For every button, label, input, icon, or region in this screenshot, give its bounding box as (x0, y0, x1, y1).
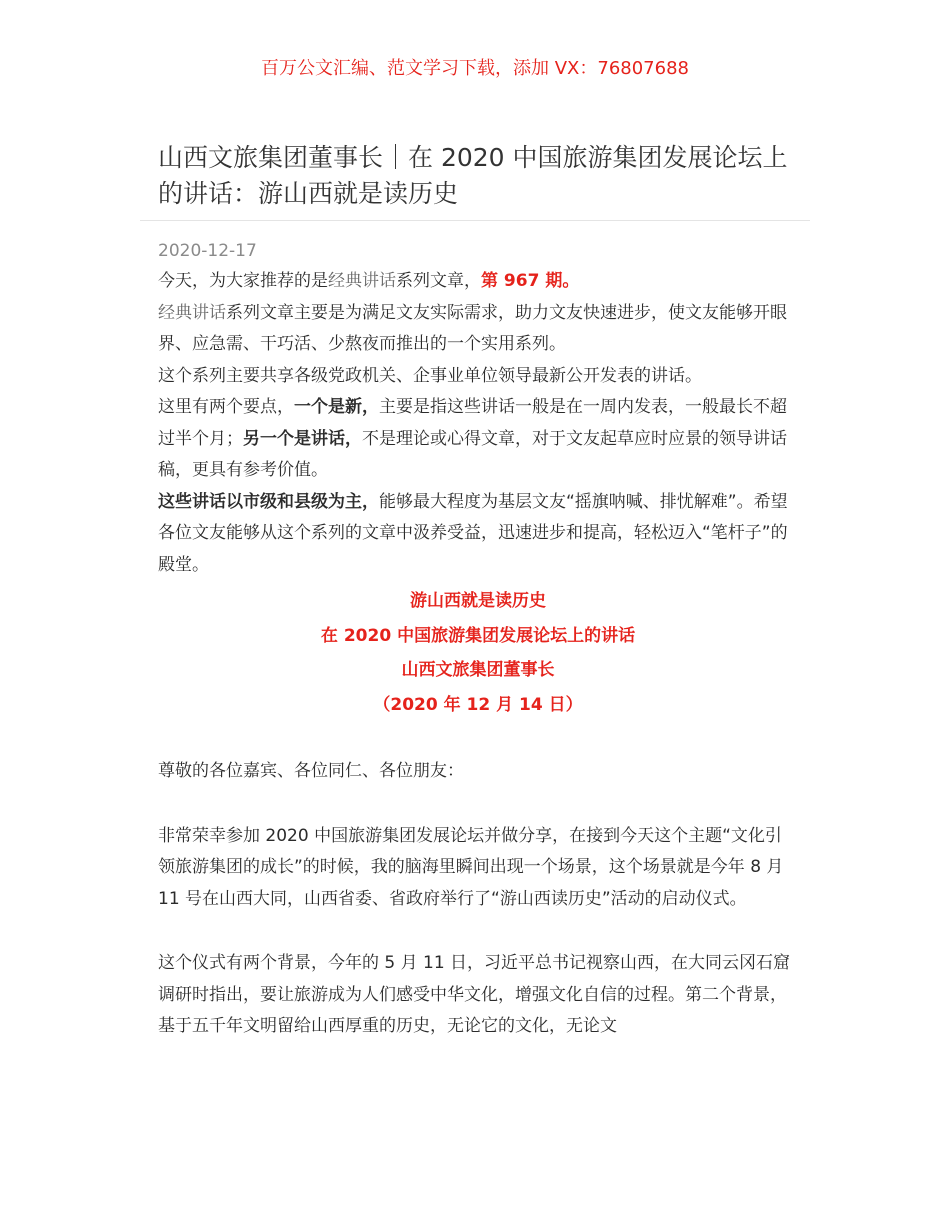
key-point-3: 这些讲话以市级和县级为主， (158, 491, 379, 512)
spacer (158, 788, 798, 821)
speech-greeting: 尊敬的各位嘉宾、各位同仁、各位朋友： (158, 761, 464, 781)
intro-paragraph-5 (158, 487, 798, 582)
series-name: 经典讲话 (158, 302, 226, 323)
intro-text: 主要是指这些讲话一般是在一周内发表，一般最长不超过半个月； (158, 397, 787, 449)
intro-text: 能够最大程度为基层文友“摇旗呐喊、排忧解难”。希望各位文友能够从这个系列的文章中汲养受益，迅速进步和提高，轻松迈入“笔杆子”的殿堂。 (158, 491, 788, 575)
key-point-2: 另一个是讲话， (243, 428, 362, 449)
intro-text: 系列文章主要是为满足文友实际需求，助力文友快速进步，使文友能够开眼界、应急需、干巧活、少熬夜而推出的一个实用系列。 (158, 302, 787, 354)
intro-text: 今天，为大家推荐的是 (158, 271, 328, 291)
intro-paragraph-1 (158, 266, 798, 298)
promo-banner: 百万公文汇编、范文学习下载，添加 VX：76807688 (261, 58, 689, 79)
spacer (158, 915, 798, 948)
issue-number: 第 967 期。 (481, 271, 580, 291)
article-content (158, 266, 798, 1043)
intro-text: 这里有两个要点， (158, 397, 294, 417)
speech-date: （2020 年 12 月 14 日） (373, 694, 583, 715)
speech-paragraph-2: 这个仪式有两个背景，今年的 5 月 11 日，习近平总书记视察山西，在大同云冈石窟调研时指出，要让旅游成为人们感受中华文化，增强文化自信的过程。第二个背景，基于五千年文明留给山西厚重的历史，无论它的文化，无论文 (158, 953, 791, 1036)
article-date: 2020-12-17 (158, 241, 257, 261)
intro-paragraph-3: 这个系列主要共享各级党政机关、企事业单位领导最新公开发表的讲话。 (158, 365, 702, 386)
title-divider (140, 220, 810, 221)
key-point-1: 一个是新， (294, 397, 379, 417)
speech-occasion: 在 2020 中国旅游集团发展论坛上的讲话 (320, 625, 636, 646)
intro-text: 不是理论或心得文章，对于文友起草应时应景的领导讲话稿，更具有参考价值。 (158, 428, 787, 480)
intro-text: 系列文章， (396, 271, 481, 291)
intro-paragraph-2 (158, 298, 798, 361)
speech-speaker: 山西文旅集团董事长 (401, 660, 555, 680)
speech-title: 游山西就是读历史 (410, 591, 546, 611)
speech-paragraph-1: 非常荣幸参加 2020 中国旅游集团发展论坛并做分享，在接到今天这个主题“文化引领旅游集团的成长”的时候，我的脑海里瞬间出现一个场景，这个场景就是今年 8 月 11 号在山西大同，山西省委、省政府举行了“游山西读历史”活动的启动仪式。 (158, 825, 784, 909)
spacer (158, 722, 798, 756)
article-title: 山西文旅集团董事长｜在 2020 中国旅游集团发展论坛上的讲话：游山西就是读历史 (158, 143, 788, 208)
series-name: 经典讲话 (328, 271, 396, 291)
intro-paragraph-4 (158, 392, 798, 487)
speech-heading (158, 584, 798, 722)
